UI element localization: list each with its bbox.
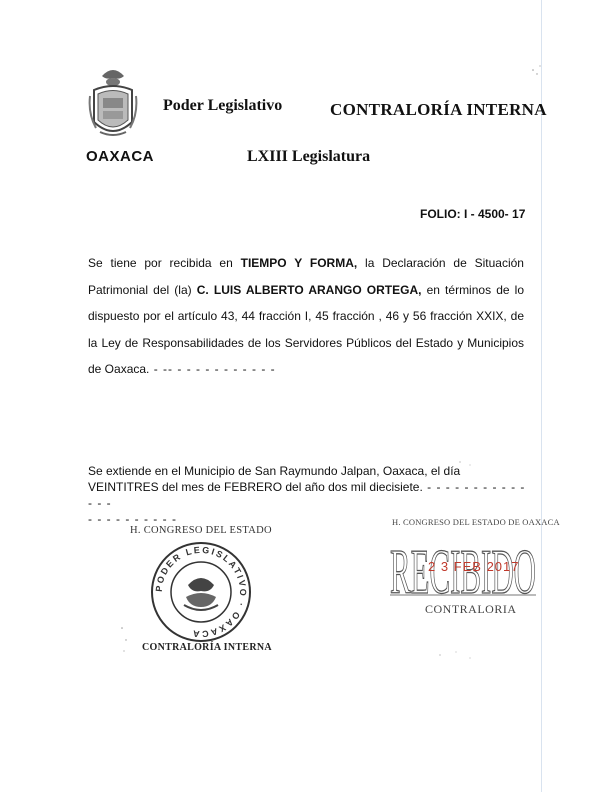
p1-text-a: Se tiene por recibida en — [88, 256, 241, 270]
received-stamp-header: H. CONGRESO DEL ESTADO DE OAXACA — [392, 517, 560, 527]
received-stamp-date: 2 3 FEB 2017 — [428, 559, 520, 574]
office-heading: CONTRALORÍA INTERNA — [330, 100, 547, 119]
p2-line-2: VEINTITRES del mes de FEBRERO del año dos mil diecisiete. — [88, 480, 423, 494]
seal-bottom-text: CONTRALORÍA INTERNA — [142, 642, 272, 653]
p2-line-1: Se extiende en el Municipio de San Raymundo Jalpan, Oaxaca, el día — [88, 464, 461, 478]
state-name-label: OAXACA — [86, 148, 155, 165]
p1-dashes: - -- - - - - - - - - - - - — [149, 362, 276, 376]
p2-dashes-2: - - - - - - - - - - — [88, 512, 177, 526]
received-stamp-department: CONTRALORIA — [425, 602, 517, 616]
received-stamp-word: RECIBIDO — [390, 536, 536, 599]
p1-bold-tiempo-forma: TIEMPO Y FORMA, — [240, 256, 358, 270]
p1-text-c: la Declaración de Situación Patrimonial del (la) — [88, 256, 524, 297]
seal-ring-text: PODER LEGISLATIVO · OAXACA — [153, 544, 249, 640]
p1-text-e: en términos de lo dispuesto por el artículo 43, 44 fracción I, 45 fracción , 46 y 56 fracción XXIX, de la Ley de Responsabilidades de los Servidores Públicos del Estado y Municipios de Oaxaca. — [88, 282, 525, 376]
legislature-heading: LXIII Legislatura — [247, 148, 371, 165]
branch-heading: Poder Legislativo — [163, 97, 283, 114]
p1-bold-name: C. LUIS ALBERTO ARANGO ORTEGA, — [196, 282, 422, 297]
seal-top-text: H. CONGRESO DEL ESTADO — [130, 525, 272, 536]
folio-number: FOLIO: I - 4500- 17 — [420, 207, 526, 221]
p2-dashes-1: - - - - - - - - - - - - - - — [88, 480, 526, 510]
